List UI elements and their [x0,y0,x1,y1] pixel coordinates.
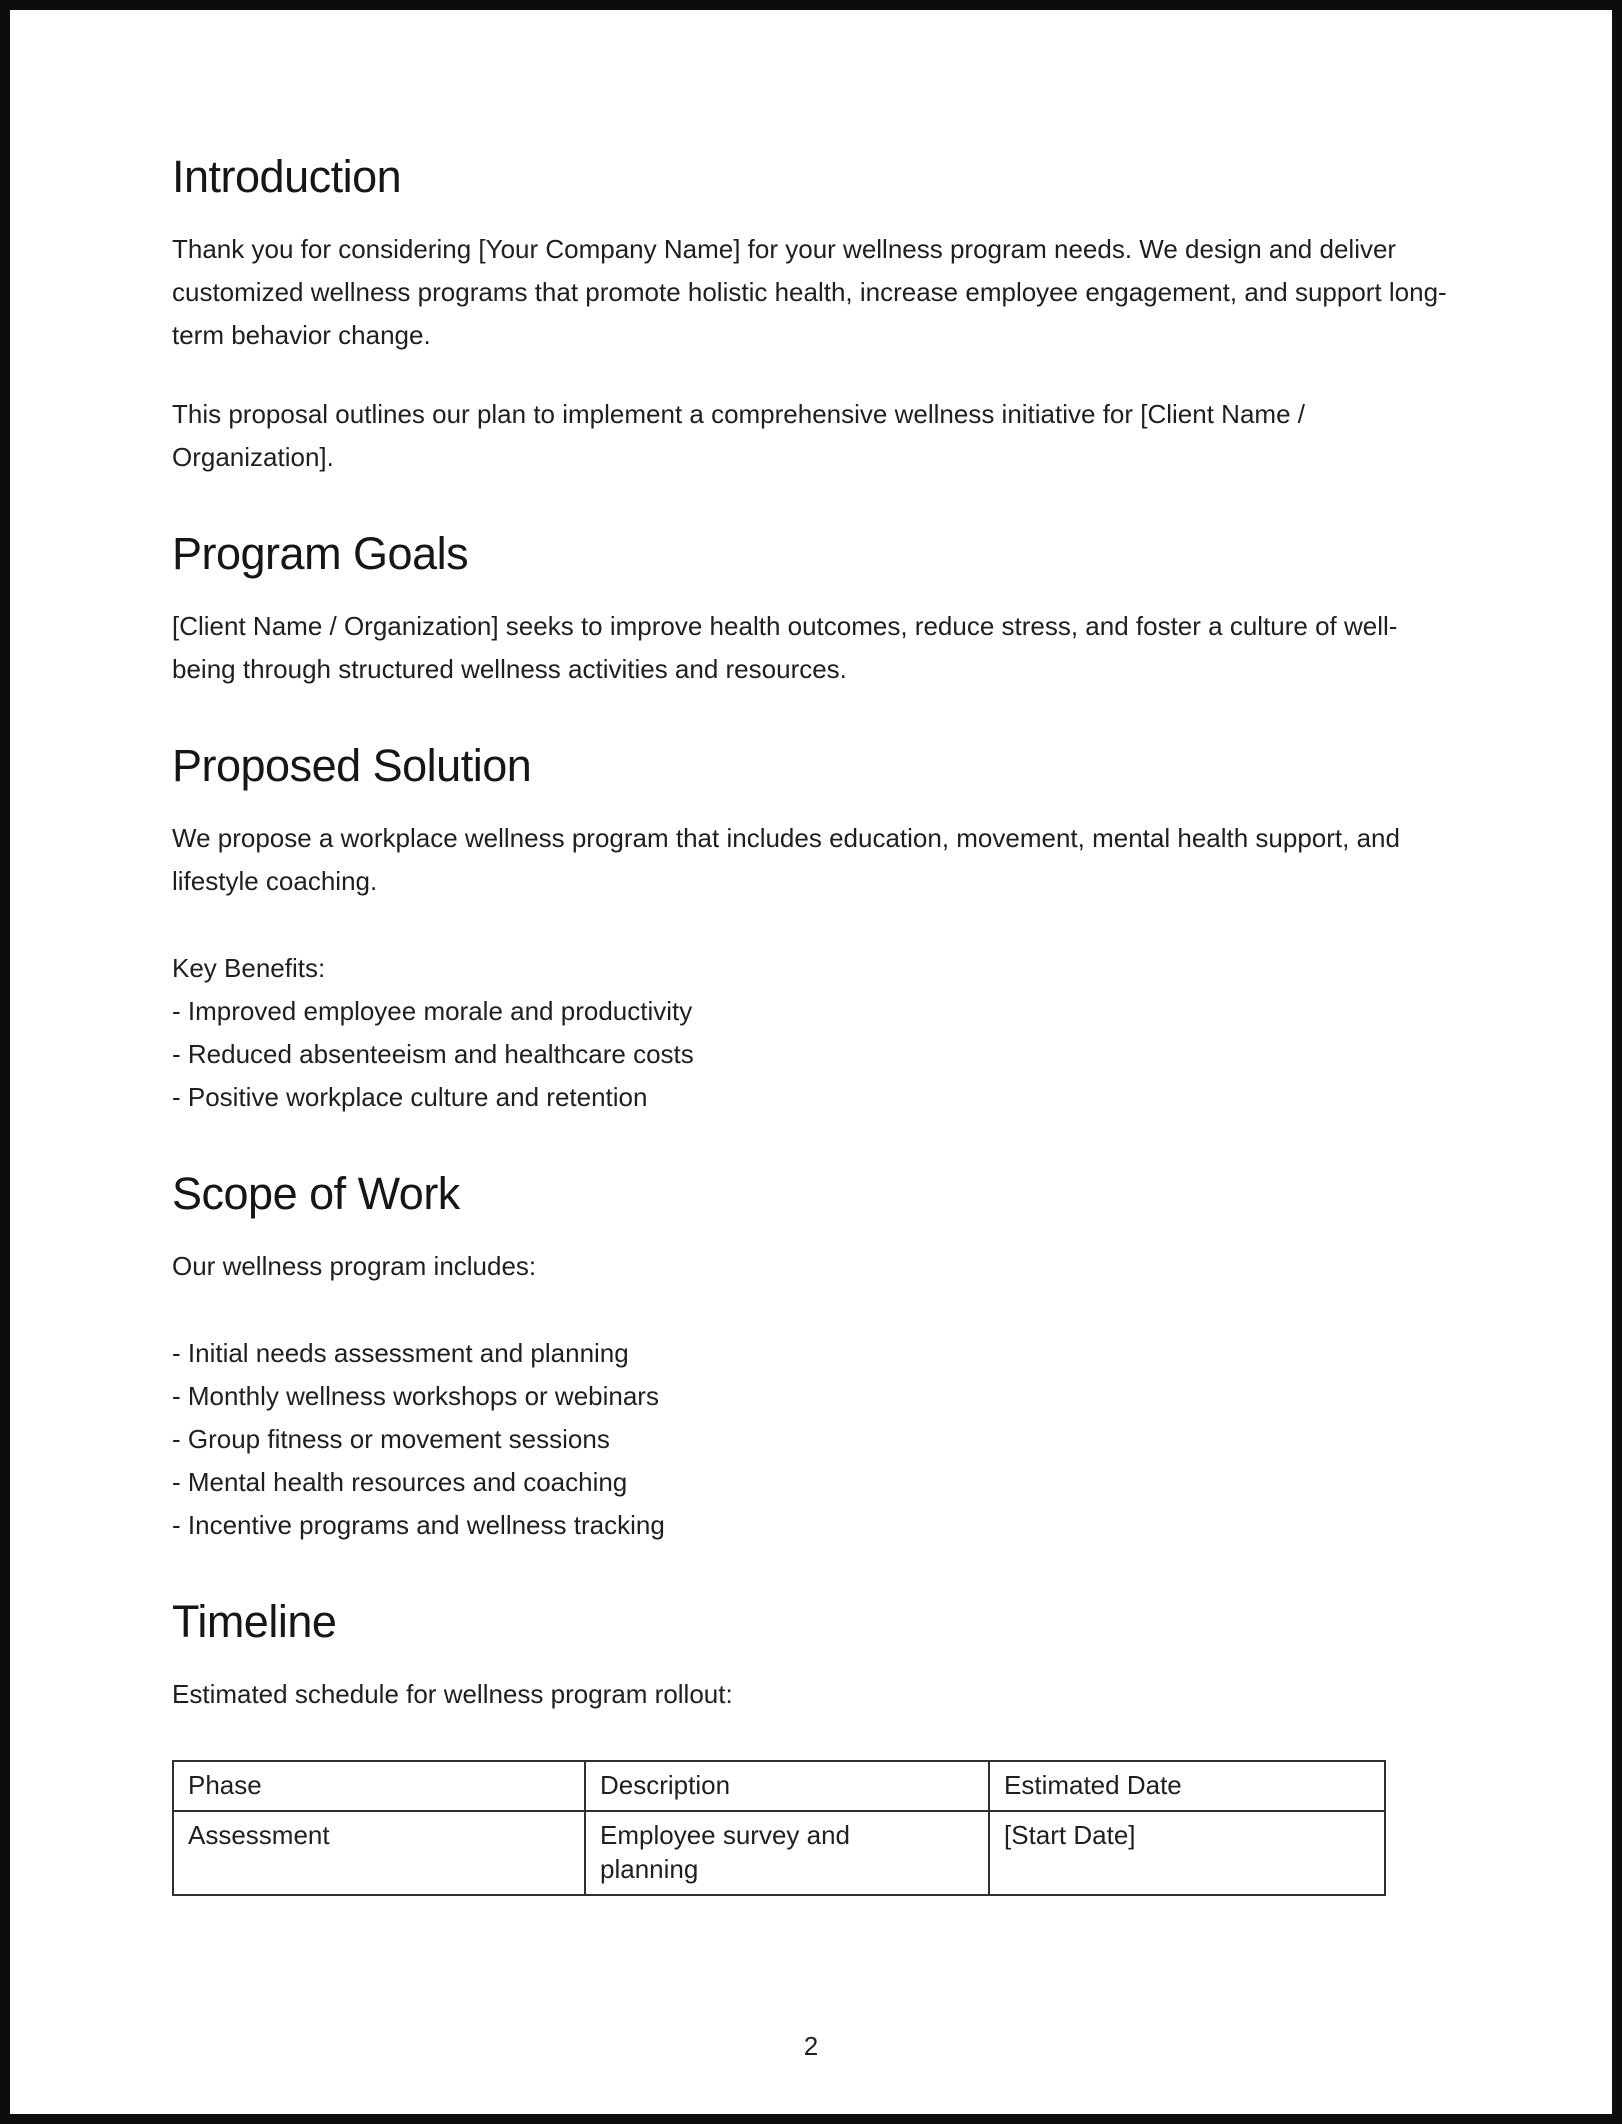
timeline-table-row [173,1811,1385,1895]
proposed-solution-paragraph: We propose a workplace wellness program that includes education, movement, mental health support, and lifestyle coaching. [172,823,1400,896]
heading-timeline: Timeline [172,1596,337,1647]
section-proposed-solution [172,739,1452,1119]
heading-scope-of-work: Scope of Work [172,1168,460,1219]
timeline-table-header-row [173,1761,1385,1811]
table-cell-estimated-date: [Start Date] [989,1811,1385,1895]
table-header-phase: Phase [173,1761,585,1811]
scope-item: - Monthly wellness workshops or webinars [172,1381,659,1411]
heading-proposed-solution: Proposed Solution [172,740,532,791]
scope-items-block [172,1332,1452,1547]
scope-item: - Mental health resources and coaching [172,1467,628,1497]
table-cell-description-text: Employee survey and planning [600,1820,851,1884]
section-timeline [172,1595,1452,1896]
key-benefits-block [172,947,1452,1119]
timeline-intro-paragraph: Estimated schedule for wellness program rollout: [172,1679,733,1709]
table-header-description: Description [585,1761,989,1811]
section-scope-of-work [172,1167,1452,1547]
intro-paragraph-2: This proposal outlines our plan to implement a comprehensive wellness initiative for [Client Name / Organization]. [172,399,1305,472]
benefit-item: - Reduced absenteeism and healthcare costs [172,1039,694,1069]
table-cell-phase: Assessment [173,1811,585,1895]
scope-item: - Initial needs assessment and planning [172,1338,629,1368]
scope-intro-paragraph: Our wellness program includes: [172,1251,537,1281]
key-benefits-label: Key Benefits: [172,953,326,983]
page-content [10,10,1612,1896]
heading-program-goals: Program Goals [172,528,469,579]
table-cell-description [585,1811,989,1895]
timeline-table [172,1760,1386,1896]
heading-introduction: Introduction [172,151,402,202]
table-header-estimated-date: Estimated Date [989,1761,1385,1811]
scope-item: - Incentive programs and wellness tracking [172,1510,665,1540]
section-introduction [172,150,1452,479]
page-number: 2 [803,2031,819,2061]
intro-paragraph-1: Thank you for considering [Your Company Name] for your wellness program needs. We design and deliver customized wellness programs that promote holistic health, increase employee engagement, and support long-term behavior change. [172,234,1447,350]
scope-item: - Group fitness or movement sessions [172,1424,610,1454]
benefit-item: - Positive workplace culture and retention [172,1082,648,1112]
benefit-item: - Improved employee morale and productivity [172,996,693,1026]
program-goals-paragraph: [Client Name / Organization] seeks to improve health outcomes, reduce stress, and foster a culture of well-being through structured wellness activities and resources. [172,611,1398,684]
section-program-goals [172,527,1452,691]
